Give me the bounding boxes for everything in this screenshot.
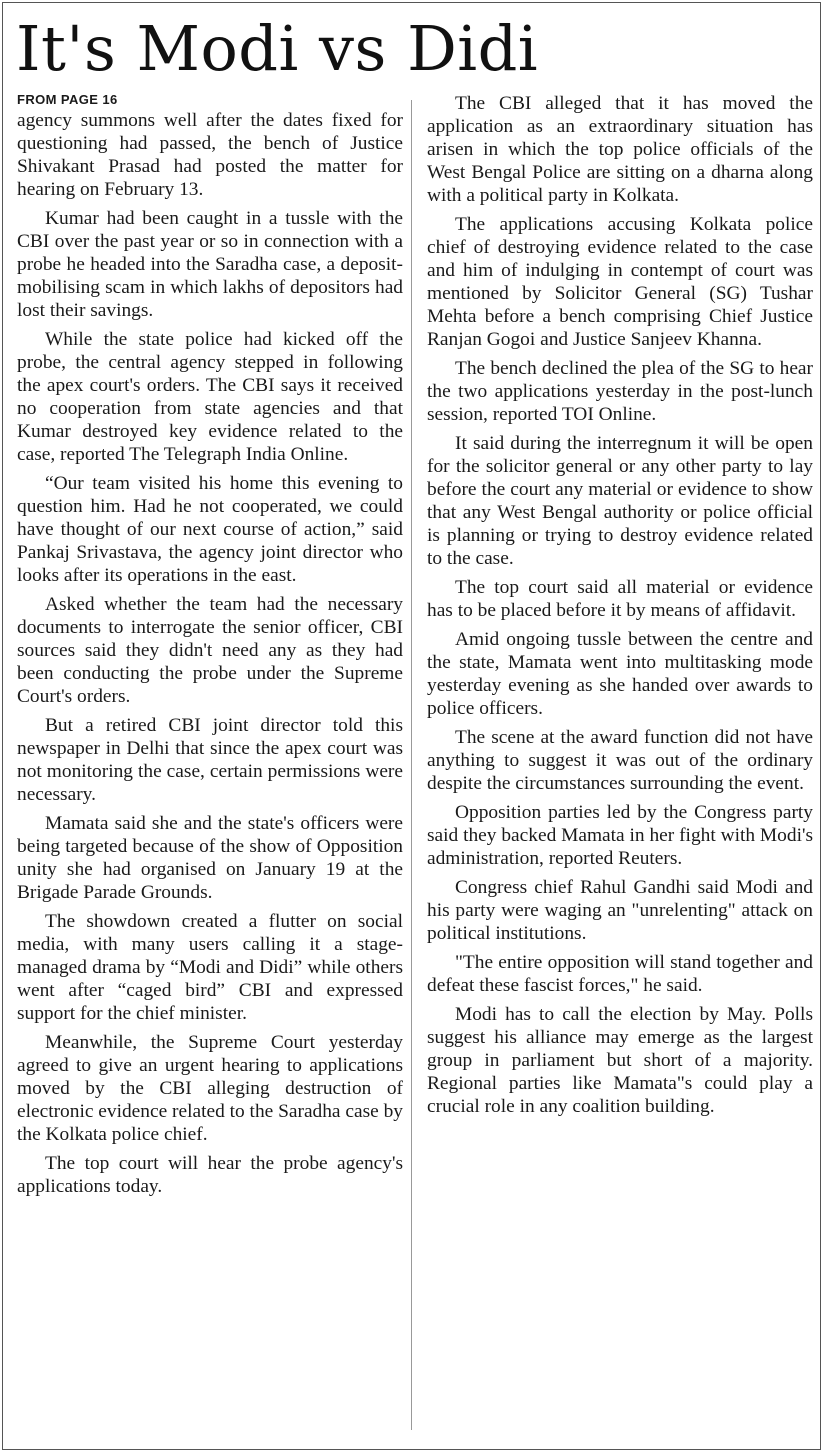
paragraph: The bench declined the plea of the SG to hear the two applications yesterday in the post-lunch session, reported TOI Online. (427, 358, 813, 425)
paragraph: "The entire opposition will stand together and defeat these fascist forces," he said. (427, 952, 813, 996)
headline: It's Modi vs Didi (16, 12, 539, 85)
paragraph: The CBI alleged that it has moved the application as an extraordinary situation has arisen in which the top police officials of the West Bengal Police are sitting on a dharna along with a political party in Kolkata. (427, 93, 813, 206)
paragraph: Modi has to call the election by May. Polls suggest his alliance may emerge as the largest group in parliament but short of a majority. Regional parties like Mamata"s could play a crucial role in any coalition building. (427, 1004, 813, 1117)
paragraph: Kumar had been caught in a tussle with the CBI over the past year or so in connection with a probe he headed into the Saradha case, a deposit-mobilising scam in which lakhs of depositors had lost their savings. (17, 208, 403, 321)
paragraph: Congress chief Rahul Gandhi said Modi and his party were waging an "unrelenting" attack on political institutions. (427, 877, 813, 944)
column-divider (411, 100, 412, 1430)
paragraph: The top court said all material or evidence has to be placed before it by means of affidavit. (427, 577, 813, 621)
paragraph: “Our team visited his home this evening to question him. Had he not cooperated, we could have thought of our next course of action,” said Pankaj Srivastava, the agency joint director who looks after its operations in the east. (17, 473, 403, 586)
paragraph: The showdown created a flutter on social media, with many users calling it a stage-managed drama by “Modi and Didi” while others went after “caged bird” CBI and expressed support for the chief minister. (17, 911, 403, 1024)
paragraph: Meanwhile, the Supreme Court yesterday agreed to give an urgent hearing to applications moved by the CBI alleging destruction of electronic evidence related to the Saradha case by the Kolkata police chief. (17, 1032, 403, 1145)
paragraph: While the state police had kicked off the probe, the central agency stepped in following the apex court's orders. The CBI says it received no cooperation from state agencies and that Kumar destroyed key evidence related to the case, reported The Telegraph India Online. (17, 329, 403, 465)
left-column (17, 92, 403, 1204)
paragraph: Opposition parties led by the Congress party said they backed Mamata in her fight with Modi's administration, reported Reuters. (427, 802, 813, 869)
paragraph: agency summons well after the dates fixed for questioning had passed, the bench of Justice Shivakant Prasad had posted the matter for hearing on February 13. (17, 110, 403, 200)
paragraph: But a retired CBI joint director told this newspaper in Delhi that since the apex court was not monitoring the case, certain permissions were necessary. (17, 715, 403, 805)
paragraph: It said during the interregnum it will be open for the solicitor general or any other party to lay before the court any material or evidence to show that any West Bengal authority or police official is planning or trying to destroy evidence related to the case. (427, 433, 813, 569)
paragraph: Asked whether the team had the necessary documents to interrogate the senior officer, CBI sources said they didn't need any as they had been conducting the probe under the Supreme Court's orders. (17, 594, 403, 707)
paragraph: Amid ongoing tussle between the centre and the state, Mamata went into multitasking mode yesterday evening as she handed over awards to police officers. (427, 629, 813, 719)
paragraph: The scene at the award function did not have anything to suggest it was out of the ordinary despite the circumstances surrounding the event. (427, 727, 813, 794)
paragraph: Mamata said she and the state's officers were being targeted because of the show of Opposition unity she had organised on January 19 at the Brigade Parade Grounds. (17, 813, 403, 903)
paragraph: The applications accusing Kolkata police chief of destroying evidence related to the case and him of indulging in contempt of court was mentioned by Solicitor General (SG) Tushar Mehta before a bench comprising Chief Justice Ranjan Gogoi and Justice Sanjeev Khanna. (427, 214, 813, 350)
right-column (427, 92, 813, 1124)
paragraph: The top court will hear the probe agency's applications today. (17, 1153, 403, 1197)
kicker: FROM PAGE 16 (17, 92, 118, 107)
